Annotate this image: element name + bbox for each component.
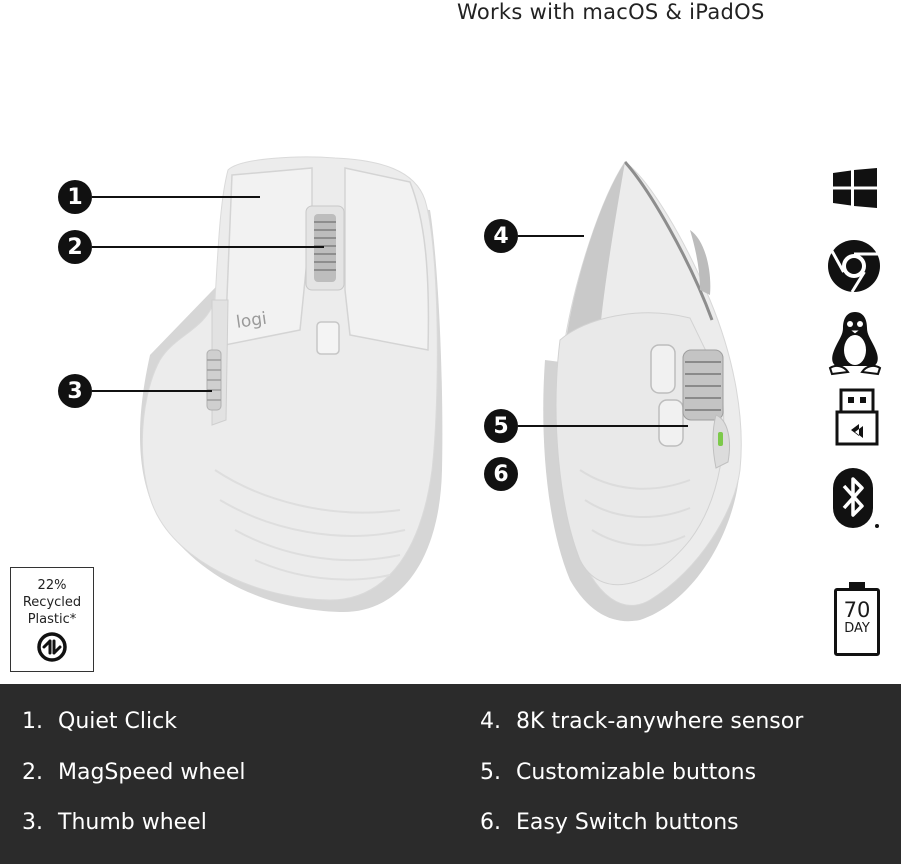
magspeed-wheel xyxy=(314,214,336,282)
callout-6: 6 xyxy=(484,457,518,491)
leader-3 xyxy=(92,390,212,392)
easy-switch-led xyxy=(718,432,723,446)
feature-number: 6. xyxy=(480,810,501,835)
leader-1 xyxy=(92,196,260,198)
chrome-icon xyxy=(826,238,882,294)
leader-2 xyxy=(92,246,324,248)
feature-label: Customizable buttons xyxy=(516,760,757,785)
recycled-percent: 22% xyxy=(37,578,67,593)
feature-item-6 xyxy=(480,810,739,835)
mouse-logo: logi xyxy=(234,308,269,333)
battery-life-badge xyxy=(834,588,880,656)
callout-4: 4 xyxy=(484,219,518,253)
mouse-side-view xyxy=(543,162,741,621)
callout-2: 2 xyxy=(58,230,92,264)
battery-days-unit: DAY xyxy=(844,621,870,636)
feature-label: Easy Switch buttons xyxy=(516,810,739,835)
callout-5: 5 xyxy=(484,409,518,443)
callout-1: 1 xyxy=(58,180,92,214)
feature-label: Quiet Click xyxy=(58,709,177,734)
battery-days-value: 70 xyxy=(843,598,871,622)
callout-3: 3 xyxy=(58,374,92,408)
feature-list-footer xyxy=(0,684,901,864)
windows-icon xyxy=(833,168,877,208)
mouse-top-view xyxy=(140,157,442,612)
feature-label: Thumb wheel xyxy=(58,810,207,835)
feature-number: 3. xyxy=(22,810,43,835)
feature-item-4 xyxy=(480,709,803,734)
recycled-plastic-badge xyxy=(10,567,94,672)
customizable-button-top xyxy=(651,345,675,393)
leader-4 xyxy=(518,235,584,237)
feature-item-2 xyxy=(22,760,246,785)
feature-item-5 xyxy=(480,760,756,785)
recycled-material: Plastic* xyxy=(27,612,77,627)
mode-shift-button xyxy=(317,322,339,354)
compatibility-tagline: Works with macOS & iPadOS xyxy=(457,0,765,24)
feature-number: 1. xyxy=(22,709,43,734)
bluetooth-icon xyxy=(830,466,880,532)
feature-number: 2. xyxy=(22,760,43,785)
feature-label: 8K track-anywhere sensor xyxy=(516,709,804,734)
linux-icon xyxy=(826,310,884,376)
feature-item-1 xyxy=(22,709,177,734)
feature-number: 4. xyxy=(480,709,501,734)
customizable-button-bottom xyxy=(659,400,683,446)
feature-number: 5. xyxy=(480,760,501,785)
recycle-icon xyxy=(34,632,70,662)
usb-receiver-icon xyxy=(835,388,879,446)
recycled-label: Recycled xyxy=(22,595,82,610)
feature-item-3 xyxy=(22,810,207,835)
leader-5 xyxy=(518,425,688,427)
feature-label: MagSpeed wheel xyxy=(58,760,246,785)
